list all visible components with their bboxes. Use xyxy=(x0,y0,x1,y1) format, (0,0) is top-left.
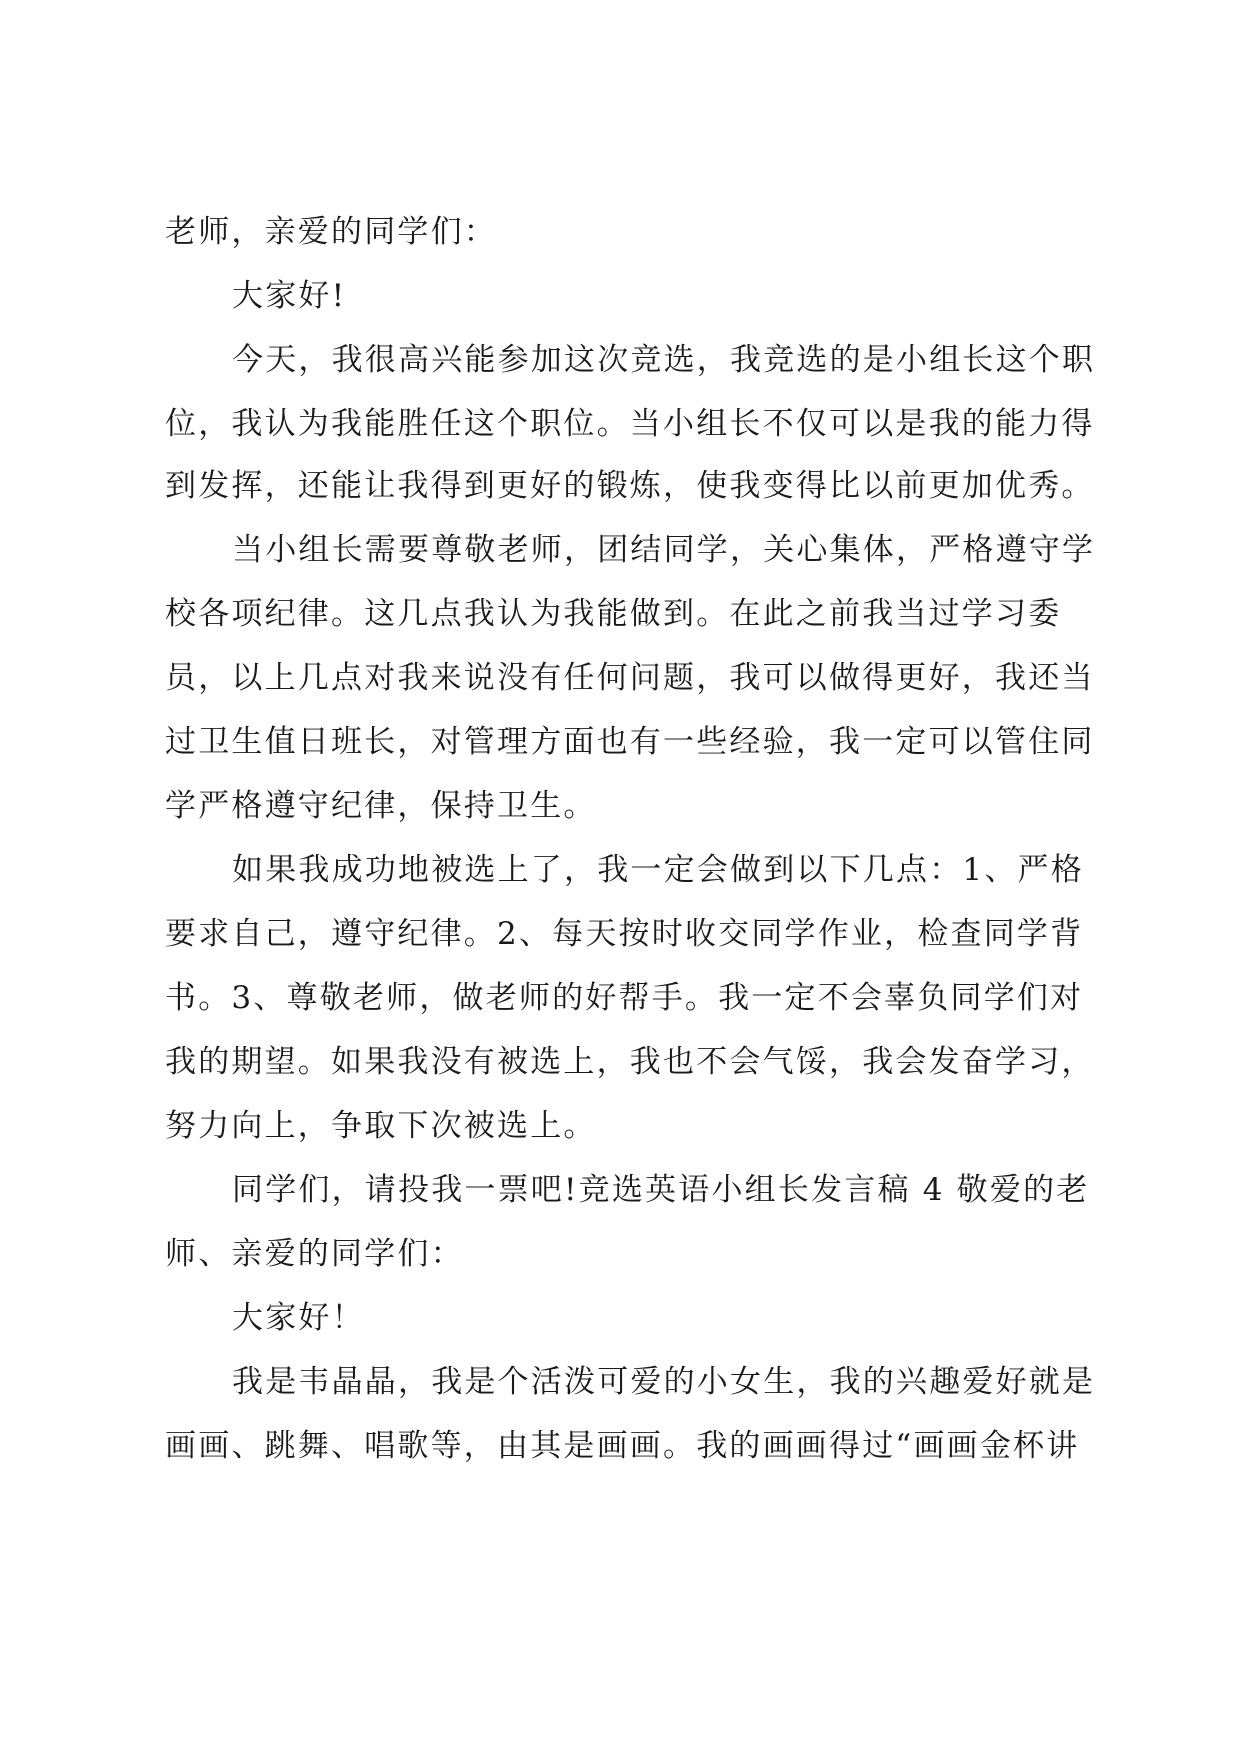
paragraph-line: 书。3、尊敬老师，做老师的好帮手。我一定不会辜负同学们对 xyxy=(165,980,1084,1016)
paragraph-line: 今天，我很高兴能参加这次竞选，我竞选的是小组长这个职 xyxy=(232,342,1096,378)
paragraph-line: 努力向上，争取下次被选上。 xyxy=(165,1108,597,1144)
paragraph-line: 位，我认为我能胜任这个职位。当小组长不仅可以是我的能力得 xyxy=(165,406,1095,442)
paragraph-line: 同学们，请投我一票吧!竞选英语小组长发言稿 4 敬爱的老 xyxy=(232,1172,1090,1208)
paragraph-line: 学严格遵守纪律，保持卫生。 xyxy=(165,788,597,824)
paragraph-line: 到发挥，还能让我得到更好的锻炼，使我变得比以前更加优秀。 xyxy=(165,468,1095,504)
paragraph-line: 如果我成功地被选上了，我一定会做到以下几点：1、严格 xyxy=(232,852,1084,888)
paragraph-line: 过卫生值日班长，对管理方面也有一些经验，我一定可以管住同 xyxy=(165,724,1095,760)
paragraph-line: 当小组长需要尊敬老师，团结同学，关心集体，严格遵守学 xyxy=(232,532,1096,568)
paragraph-line: 画画、跳舞、唱歌等，由其是画画。我的画画得过“画画金杯讲 xyxy=(165,1428,1080,1464)
salutation-line: 老师，亲爱的同学们： xyxy=(165,214,497,250)
paragraph-line: 校各项纪律。这几点我认为我能做到。在此之前我当过学习委 xyxy=(165,596,1062,632)
paragraph-line: 我的期望。如果我没有被选上，我也不会气馁，我会发奋学习， xyxy=(165,1044,1095,1080)
salutation-line: 师、亲爱的同学们： xyxy=(165,1236,464,1272)
paragraph-line: 员，以上几点对我来说没有任何问题，我可以做得更好，我还当 xyxy=(165,660,1095,696)
paragraph-line: 要求自己，遵守纪律。2、每天按时收交同学作业，检查同学背 xyxy=(165,916,1084,952)
paragraph-line: 我是韦晶晶，我是个活泼可爱的小女生，我的兴趣爱好就是 xyxy=(232,1364,1096,1400)
greeting-line: 大家好! xyxy=(232,278,347,314)
greeting-line: 大家好！ xyxy=(232,1300,365,1336)
